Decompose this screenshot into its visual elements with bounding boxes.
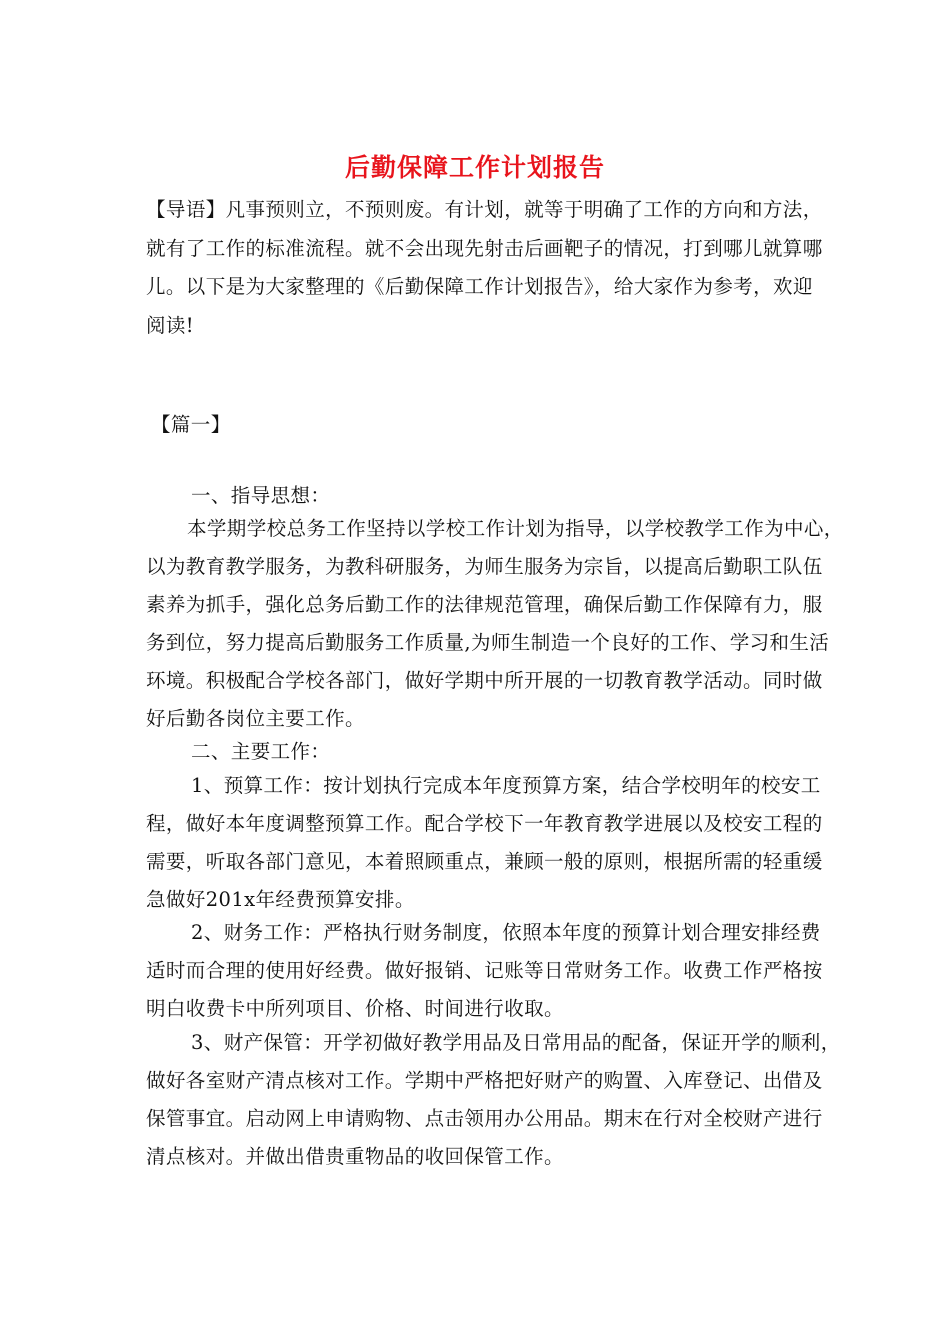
paragraph-line: 环境。积极配合学校各部门，做好学期中所开展的一切教育教学活动。同时做 xyxy=(146,669,823,692)
section-heading: 一、指导思想： xyxy=(191,484,331,507)
paragraph-line: 保管事宜。启动网上申请购物、点击领用办公用品。期末在行对全校财产进行 xyxy=(146,1107,823,1130)
paragraph-line: 2、财务工作：严格执行财务制度，依照本年度的预算计划合理安排经费 xyxy=(191,921,821,944)
intro-line: 就有了工作的标准流程。就不会出现先射击后画靶子的情况，打到哪儿就算哪 xyxy=(146,237,823,260)
paragraph-line: 以为教育教学服务，为教科研服务，为师生服务为宗旨，以提高后勤职工队伍 xyxy=(146,555,823,578)
paragraph-line: 急做好201x年经费预算安排。 xyxy=(146,888,415,911)
paragraph-line: 务到位，努力提高后勤服务工作质量,为师生制造一个良好的工作、学习和生活 xyxy=(146,631,830,654)
section-label: 【篇一】 xyxy=(151,413,231,436)
intro-line: 阅读! xyxy=(146,314,195,337)
paragraph-line: 需要，听取各部门意见，本着照顾重点，兼顾一般的原则，根据所需的轻重缓 xyxy=(146,850,823,873)
paragraph-line: 做好各室财产清点核对工作。学期中严格把好财产的购置、入库登记、出借及 xyxy=(146,1069,823,1092)
intro-line: 【导语】凡事预则立，不预则废。有计划，就等于明确了工作的方向和方法， xyxy=(146,198,823,221)
paragraph-line: 程，做好本年度调整预算工作。配合学校下一年教育教学进展以及校安工程的 xyxy=(146,812,823,835)
paragraph-line: 素养为抓手，强化总务后勤工作的法律规范管理，确保后勤工作保障有力，服 xyxy=(146,593,823,616)
section-heading: 二、主要工作： xyxy=(191,740,331,763)
document-title: 后勤保障工作计划报告 xyxy=(344,153,605,182)
paragraph-line: 3、财产保管：开学初做好教学用品及日常用品的配备，保证开学的顺利， xyxy=(191,1031,841,1054)
intro-line: 儿。以下是为大家整理的《后勤保障工作计划报告》，给大家作为参考，欢迎 xyxy=(146,275,813,298)
paragraph-line: 1、预算工作：按计划执行完成本年度预算方案，结合学校明年的校安工 xyxy=(191,774,821,797)
paragraph-line: 本学期学校总务工作坚持以学校工作计划为指导，以学校教学工作为中心， xyxy=(187,517,844,540)
paragraph-line: 清点核对。并做出借贵重物品的收回保管工作。 xyxy=(146,1145,564,1168)
paragraph-line: 明白收费卡中所列项目、价格、时间进行收取。 xyxy=(146,997,564,1020)
paragraph-line: 好后勤各岗位主要工作。 xyxy=(146,707,365,730)
paragraph-line: 适时而合理的使用好经费。做好报销、记账等日常财务工作。收费工作严格按 xyxy=(146,959,823,982)
